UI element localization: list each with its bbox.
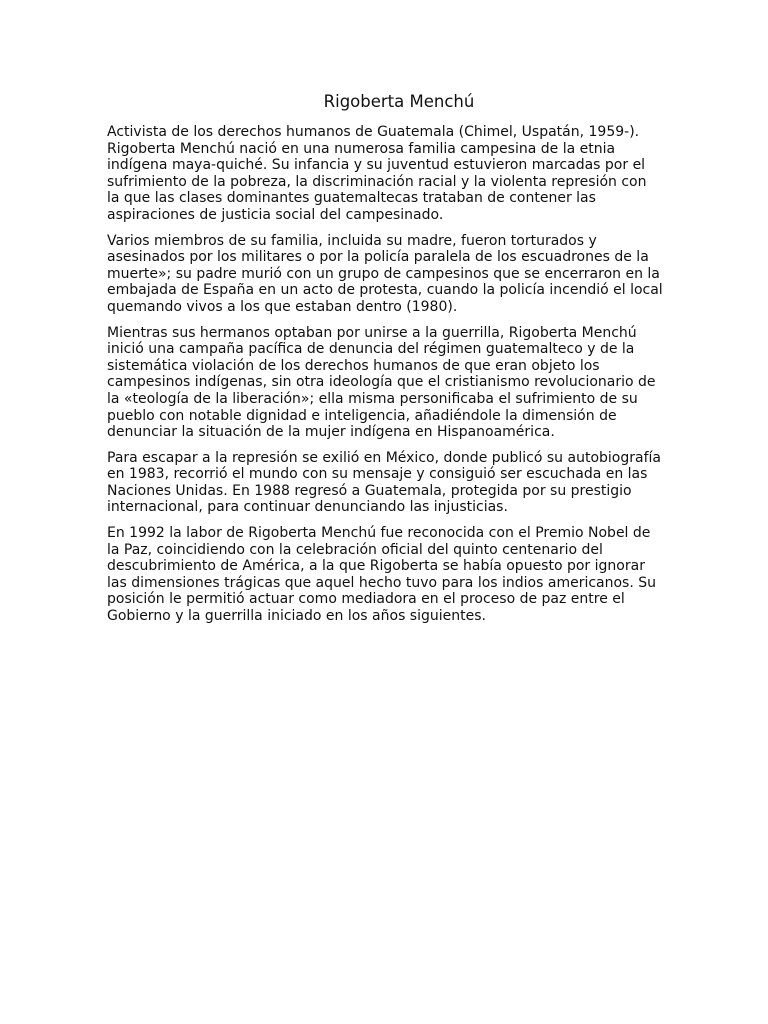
paragraph-4: Para escapar a la represión se exilió en México, donde publicó su autobiografía en 1983, recorrió el mundo con su mensaje y consiguió ser escuchada en las Naciones Unidas. En 1988 regresó a Guatemala, protegida por su prestigio internacional, para continuar denunciando las injusticias. <box>107 449 661 516</box>
paragraph-1: Activista de los derechos humanos de Guatemala (Chimel, Uspatán, 1959-). Rigoberta Menchú nació en una numerosa familia campesina de la etnia indígena maya-quiché. Su infancia y su juventud estuvieron marcadas por el sufrimiento de la pobreza, la discriminación racial y la violenta represión con la que las clases dominantes guatemaltecas trataban de contener las aspiraciones de justicia social del campesinado. <box>107 124 647 223</box>
paragraph-2: Varios miembros de su familia, incluida su madre, fueron torturados y asesinados por los militares o por la policía paralela de los escuadrones de la muerte»; su padre murió con un grupo de campesinos que se encerraron en la embajada de España en un acto de protesta, cuando la policía incendió el local quemando vivos a los que estaban dentro (1980). <box>107 232 663 315</box>
paragraph-3: Mientras sus hermanos optaban por unirse a la guerrilla, Rigoberta Menchú inició una campaña pacífica de denuncia del régimen guatemalteco y de la sistemática violación de los derechos humanos de que eran objeto los campesinos indígenas, sin otra ideología que el cristianismo revolucionario de la «teología de la liberación»; ella misma personificaba el sufrimiento de su pueblo con notable dignidad e inteligencia, añadiéndole la dimensión de denunciar la situación de la mujer indígena en Hispanoamérica. <box>107 324 656 441</box>
document-title: Rigoberta Menchú <box>323 92 475 111</box>
document-page <box>107 90 663 634</box>
paragraph-5: En 1992 la labor de Rigoberta Menchú fue reconocida con el Premio Nobel de la Paz, coincidiendo con la celebración oficial del quinto centenario del descubrimiento de América, a la que Rigoberta se había opuesto por ignorar las dimensiones trágicas que aquel hecho tuvo para los indios americanos. Su posición le permitió actuar como mediadora en el proceso de paz entre el Gobierno y la guerrilla iniciado en los años siguientes. <box>107 525 657 625</box>
